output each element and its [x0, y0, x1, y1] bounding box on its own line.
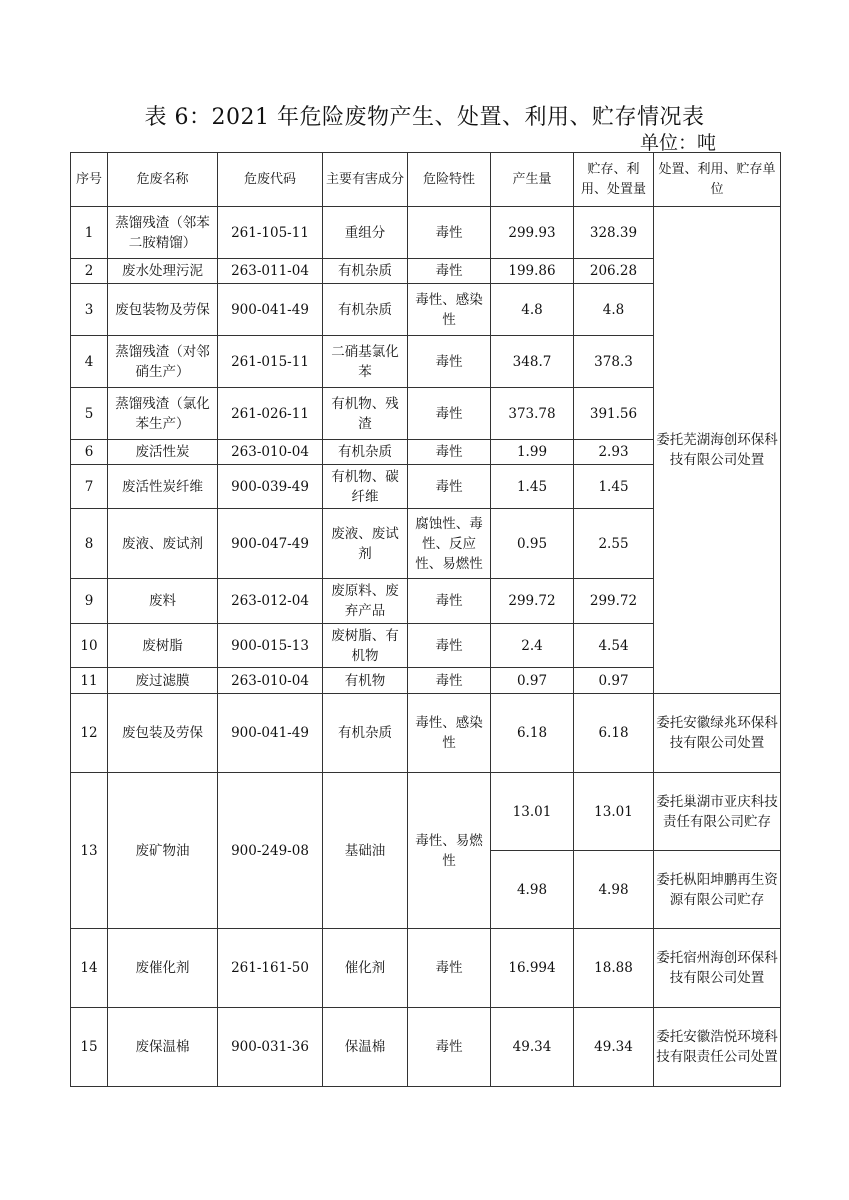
- cell-seq: 5: [71, 388, 108, 440]
- cell-name: 废催化剂: [108, 929, 218, 1008]
- table-row: [71, 929, 781, 1008]
- cell-code: 900-041-49: [218, 284, 323, 336]
- cell-unit-org: 委托枞阳坤鹏再生资源有限公司贮存: [654, 851, 781, 929]
- cell-component: 二硝基氯化苯: [323, 336, 408, 388]
- page-title: 表 6：2021 年危险废物产生、处置、利用、贮存情况表: [144, 105, 705, 130]
- cell-handled: 2.55: [574, 509, 654, 579]
- cell-hazard: 毒性、感染性: [408, 284, 491, 336]
- cell-hazard: 毒性: [408, 465, 491, 509]
- cell-handled: 6.18: [574, 694, 654, 773]
- cell-component: 有机杂质: [323, 440, 408, 465]
- cell-name: 废活性炭: [108, 440, 218, 465]
- cell-handled: 299.72: [574, 579, 654, 624]
- cell-component: 重组分: [323, 207, 408, 259]
- cell-component: 保温棉: [323, 1008, 408, 1087]
- cell-produced: 13.01: [491, 773, 574, 851]
- cell-seq: 13: [71, 773, 108, 929]
- cell-seq: 4: [71, 336, 108, 388]
- cell-handled: 1.45: [574, 465, 654, 509]
- cell-code: 261-161-50: [218, 929, 323, 1008]
- cell-component: 有机杂质: [323, 694, 408, 773]
- cell-component: 废液、废试剂: [323, 509, 408, 579]
- header-handled: 贮存、利用、处置量: [574, 153, 654, 207]
- cell-seq: 3: [71, 284, 108, 336]
- table-row: [71, 1008, 781, 1087]
- cell-hazard: 毒性: [408, 440, 491, 465]
- cell-component: 有机物、残渣: [323, 388, 408, 440]
- cell-code: 263-012-04: [218, 579, 323, 624]
- cell-name: 废矿物油: [108, 773, 218, 929]
- cell-hazard: 毒性: [408, 388, 491, 440]
- cell-hazard: 毒性: [408, 1008, 491, 1087]
- cell-hazard: 腐蚀性、毒性、反应性、易燃性: [408, 509, 491, 579]
- cell-code: 900-047-49: [218, 509, 323, 579]
- cell-name: 废水处理污泥: [108, 259, 218, 284]
- cell-seq: 2: [71, 259, 108, 284]
- cell-code: 261-026-11: [218, 388, 323, 440]
- cell-component: 废原料、废弃产品: [323, 579, 408, 624]
- cell-unit-org-merged: 委托芜湖海创环保科技有限公司处置: [654, 207, 781, 694]
- cell-produced: 0.95: [491, 509, 574, 579]
- cell-name: 废保温棉: [108, 1008, 218, 1087]
- cell-produced: 0.97: [491, 668, 574, 694]
- cell-name: 废液、废试剂: [108, 509, 218, 579]
- cell-handled: 378.3: [574, 336, 654, 388]
- cell-name: 废料: [108, 579, 218, 624]
- header-name: 危废名称: [108, 153, 218, 207]
- cell-unit-org: 委托宿州海创环保科技有限公司处置: [654, 929, 781, 1008]
- hazardous-waste-table: [70, 152, 781, 1087]
- table-row: [71, 207, 781, 259]
- cell-produced: 2.4: [491, 624, 574, 668]
- cell-component: 基础油: [323, 773, 408, 929]
- cell-seq: 6: [71, 440, 108, 465]
- cell-produced: 6.18: [491, 694, 574, 773]
- cell-unit-org: 委托安徽浩悦环境科技有限责任公司处置: [654, 1008, 781, 1087]
- header-hazard: 危险特性: [408, 153, 491, 207]
- cell-handled: 4.98: [574, 851, 654, 929]
- cell-name: 废包装及劳保: [108, 694, 218, 773]
- cell-handled: 49.34: [574, 1008, 654, 1087]
- cell-seq: 14: [71, 929, 108, 1008]
- table-header-row: [71, 153, 781, 207]
- header-unit-org: 处置、利用、贮存单位: [654, 153, 781, 207]
- cell-name: 废活性炭纤维: [108, 465, 218, 509]
- cell-unit-org: 委托巢湖市亚庆科技责任有限公司贮存: [654, 773, 781, 851]
- cell-code: 900-041-49: [218, 694, 323, 773]
- cell-handled: 206.28: [574, 259, 654, 284]
- cell-code: 900-039-49: [218, 465, 323, 509]
- cell-component: 废树脂、有机物: [323, 624, 408, 668]
- cell-code: 900-031-36: [218, 1008, 323, 1087]
- cell-name: 蒸馏残渣（邻苯二胺精馏）: [108, 207, 218, 259]
- cell-code: 263-011-04: [218, 259, 323, 284]
- cell-hazard: 毒性: [408, 207, 491, 259]
- table-row: [71, 773, 781, 851]
- header-code: 危废代码: [218, 153, 323, 207]
- cell-name: 蒸馏残渣（对邻硝生产）: [108, 336, 218, 388]
- cell-name: 废过滤膜: [108, 668, 218, 694]
- unit-label: 单位：吨: [640, 132, 717, 154]
- cell-name: 废包装物及劳保: [108, 284, 218, 336]
- cell-seq: 9: [71, 579, 108, 624]
- cell-hazard: 毒性: [408, 579, 491, 624]
- cell-component: 催化剂: [323, 929, 408, 1008]
- header-produced: 产生量: [491, 153, 574, 207]
- cell-handled: 2.93: [574, 440, 654, 465]
- cell-hazard: 毒性: [408, 336, 491, 388]
- cell-hazard: 毒性、感染性: [408, 694, 491, 773]
- cell-code: 261-015-11: [218, 336, 323, 388]
- cell-handled: 13.01: [574, 773, 654, 851]
- cell-produced: 199.86: [491, 259, 574, 284]
- cell-hazard: 毒性: [408, 668, 491, 694]
- cell-handled: 0.97: [574, 668, 654, 694]
- cell-produced: 348.7: [491, 336, 574, 388]
- cell-seq: 7: [71, 465, 108, 509]
- cell-seq: 1: [71, 207, 108, 259]
- cell-name: 废树脂: [108, 624, 218, 668]
- table-row: [71, 694, 781, 773]
- cell-code: 263-010-04: [218, 668, 323, 694]
- cell-hazard: 毒性、易燃性: [408, 773, 491, 929]
- cell-produced: 1.45: [491, 465, 574, 509]
- cell-code: 900-249-08: [218, 773, 323, 929]
- cell-component: 有机杂质: [323, 284, 408, 336]
- cell-unit-org: 委托安徽绿兆环保科技有限公司处置: [654, 694, 781, 773]
- cell-handled: 4.54: [574, 624, 654, 668]
- cell-component: 有机物、碳纤维: [323, 465, 408, 509]
- cell-produced: 1.99: [491, 440, 574, 465]
- cell-seq: 11: [71, 668, 108, 694]
- cell-handled: 18.88: [574, 929, 654, 1008]
- cell-produced: 373.78: [491, 388, 574, 440]
- cell-hazard: 毒性: [408, 259, 491, 284]
- cell-produced: 299.93: [491, 207, 574, 259]
- cell-code: 261-105-11: [218, 207, 323, 259]
- cell-seq: 12: [71, 694, 108, 773]
- header-component: 主要有害成分: [323, 153, 408, 207]
- cell-hazard: 毒性: [408, 929, 491, 1008]
- cell-handled: 4.8: [574, 284, 654, 336]
- cell-produced: 16.994: [491, 929, 574, 1008]
- cell-code: 900-015-13: [218, 624, 323, 668]
- cell-produced: 4.8: [491, 284, 574, 336]
- cell-seq: 8: [71, 509, 108, 579]
- cell-component: 有机杂质: [323, 259, 408, 284]
- cell-handled: 391.56: [574, 388, 654, 440]
- cell-component: 有机物: [323, 668, 408, 694]
- header-seq: 序号: [71, 153, 108, 207]
- cell-produced: 4.98: [491, 851, 574, 929]
- cell-seq: 10: [71, 624, 108, 668]
- cell-handled: 328.39: [574, 207, 654, 259]
- cell-hazard: 毒性: [408, 624, 491, 668]
- cell-produced: 299.72: [491, 579, 574, 624]
- cell-produced: 49.34: [491, 1008, 574, 1087]
- cell-code: 263-010-04: [218, 440, 323, 465]
- cell-name: 蒸馏残渣（氯化苯生产）: [108, 388, 218, 440]
- cell-seq: 15: [71, 1008, 108, 1087]
